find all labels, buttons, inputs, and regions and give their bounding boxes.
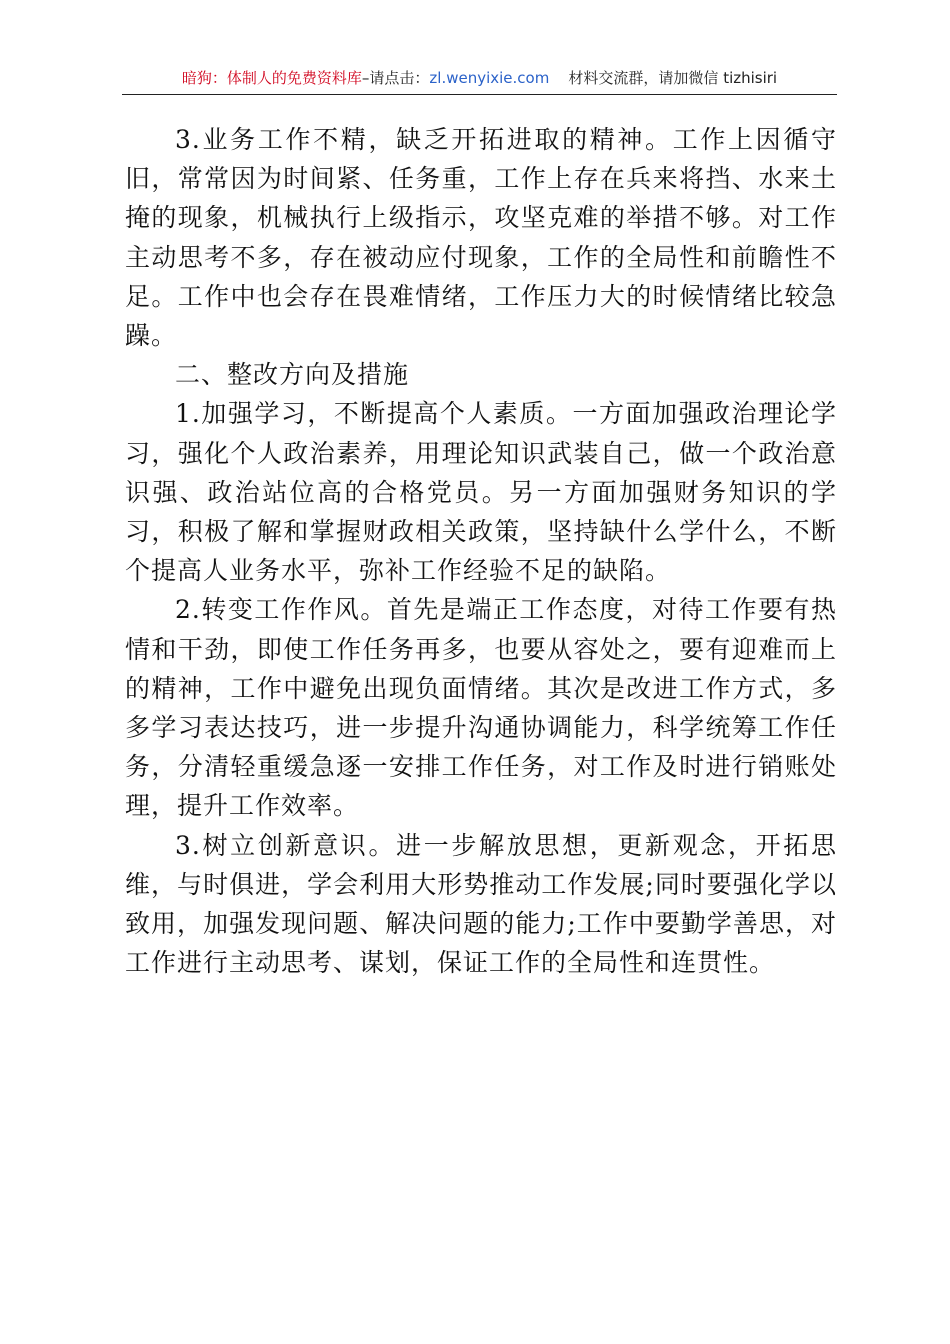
header-contact: 材料交流群，请加微信 tizhisiri bbox=[568, 69, 778, 87]
page-header bbox=[122, 66, 837, 95]
paragraph-measure-2: 2.转变工作作风。首先是端正工作态度，对待工作要有热情和干劲，即使工作任务再多，也要从容处之，要有迎难而上的精神，工作中避免出现负面情绪。其次是改进工作方式，多多学习表达技巧，进一步提升沟通协调能力，科学统筹工作任务，分清轻重缓急逐一安排工作任务，对工作及时进行销账处理，提升工作效率。 bbox=[125, 595, 837, 821]
header-url-link[interactable]: zl.wenyixie.com bbox=[429, 69, 550, 87]
section-heading-rectification: 二、整改方向及措施 bbox=[175, 360, 410, 390]
document-body bbox=[125, 120, 837, 982]
paragraph-issue-3: 3.业务工作不精，缺乏开拓进取的精神。工作上因循守旧，常常因为时间紧、任务重，工作上存在兵来将挡、水来土掩的现象，机械执行上级指示，攻坚克难的举措不够。对工作主动思考不多，存在被动应付现象，工作的全局性和前瞻性不足。工作中也会存在畏难情绪，工作压力大的时候情绪比较急躁。 bbox=[125, 125, 837, 351]
paragraph-measure-3: 3.树立创新意识。进一步解放思想，更新观念，开拓思维，与时俱进，学会利用大形势推动工作发展;同时要强化学以致用，加强发现问题、解决问题的能力;工作中要勤学善思，对工作进行主动思考、谋划，保证工作的全局性和连贯性。 bbox=[125, 830, 837, 978]
paragraph-measure-1: 1.加强学习，不断提高个人素质。一方面加强政治理论学习，强化个人政治素养，用理论知识武装自己，做一个政治意识强、政治站位高的合格党员。另一方面加强财务知识的学习，积极了解和掌握财政相关政策，坚持缺什么学什么，不断个提高人业务水平，弥补工作经验不足的缺陷。 bbox=[125, 399, 837, 586]
header-prompt: –请点击： bbox=[361, 69, 430, 87]
header-brand: 暗狗：体制人的免费资料库 bbox=[181, 69, 362, 87]
